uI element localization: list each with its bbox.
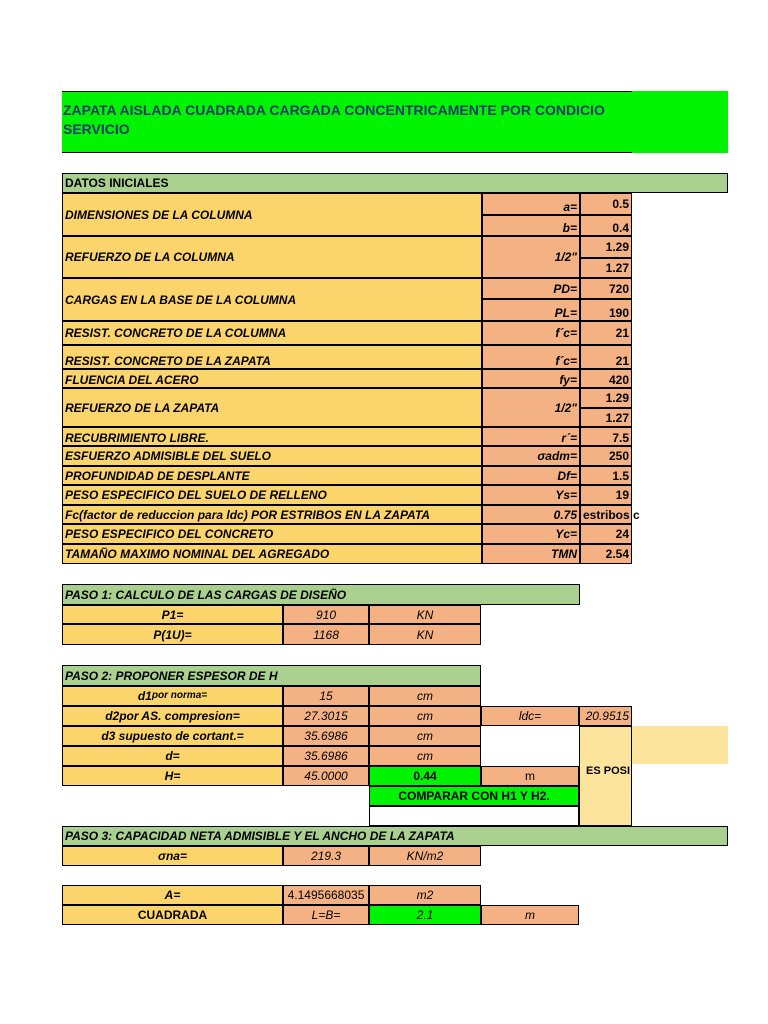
label-peso-concreto: PESO ESPECIFICO DEL CONCRETO: [62, 524, 482, 544]
symbol-ys: Ys=: [482, 485, 580, 505]
value-col-area: 1.29: [580, 236, 632, 258]
paso3-label-sna: σna=: [62, 846, 283, 866]
paso2-label-d1: [62, 686, 283, 706]
label-resist-col: RESIST. CONCRETO DE LA COLUMNA: [62, 321, 482, 345]
title-line-2: SERVICIO: [63, 121, 130, 137]
paso2-value-d2: 27.3015: [283, 706, 369, 726]
paso2-value-d: 35.6986: [283, 746, 369, 766]
paso2-label-d: d=: [62, 746, 283, 766]
paso2-value-d3: 35.6986: [283, 726, 369, 746]
symbol-pd: PD=: [482, 278, 580, 299]
symbol-fc-zap: f´c=: [482, 345, 580, 369]
paso2-label-d2: d2por AS. compresion=: [62, 706, 283, 726]
label-ref-zap: REFUERZO DE LA ZAPATA: [62, 388, 482, 427]
paso2-d1-sub: por norma=: [151, 690, 208, 701]
value-zap-diam: 1.27: [580, 408, 632, 427]
paso2-note-extension: [632, 726, 728, 764]
title-bottom-border: [62, 151, 632, 153]
label-dim-col: DIMENSIONES DE LA COLUMNA: [62, 193, 482, 236]
paso3-unit-sna: KN/m2: [369, 846, 481, 866]
label-cargas: CARGAS EN LA BASE DE LA COLUMNA: [62, 278, 482, 321]
value-r: 7.5: [580, 427, 632, 446]
paso3-lb-label: L=B=: [283, 905, 369, 925]
label-fc-factor: Fc(factor de reduccion para ldc) POR ESTRIBOS EN LA ZAPATA: [62, 505, 482, 524]
paso3-unit-a: m2: [369, 885, 481, 905]
paso1-header: PASO 1: CALCULO DE LAS CARGAS DE DISEÑO: [62, 584, 580, 605]
paso3-lb-value: 2.1: [369, 905, 481, 925]
symbol-fc-col: f´c=: [482, 321, 580, 345]
paso2-label-h: H=: [62, 766, 283, 786]
title-line-1: ZAPATA AISLADA CUADRADA CARGADA CONCENTRICAMENTE POR CONDICIO: [63, 102, 605, 118]
paso1-unit-p1u: KN: [369, 624, 481, 645]
paso3-lb-unit: m: [481, 905, 579, 925]
symbol-a: a=: [482, 193, 580, 215]
paso1-label-p1: P1=: [62, 605, 283, 624]
symbol-fc-factor: 0.75: [482, 505, 580, 524]
paso1-label-p1u: P(1U)=: [62, 624, 283, 645]
symbol-yc: Yc=: [482, 524, 580, 544]
label-fluencia: FLUENCIA DEL ACERO: [62, 369, 482, 388]
symbol-pl: PL=: [482, 299, 580, 321]
label-profundidad: PROFUNDIDAD DE DESPLANTE: [62, 466, 482, 485]
paso2-value-h: 45.0000: [283, 766, 369, 786]
value-fc-zap: 21: [580, 345, 632, 369]
value-fc-note: estribos c: [580, 505, 632, 524]
paso2-ldc-label: ldc=: [481, 706, 579, 726]
label-peso-suelo: PESO ESPECIFICO DEL SUELO DE RELLENO: [62, 485, 482, 505]
paso2-header: PASO 2: PROPONER ESPESOR DE H: [62, 665, 481, 686]
paso2-unit-d2: cm: [369, 706, 481, 726]
paso2-blank-cell: [369, 806, 579, 826]
paso2-unit-d: cm: [369, 746, 481, 766]
label-recubrimiento: RECUBRIMIENTO LIBRE.: [62, 427, 482, 446]
paso3-value-a: 4.1495668035: [283, 885, 369, 905]
value-tmn: 2.54: [580, 544, 632, 564]
paso1-value-p1u: 1168: [283, 624, 369, 645]
label-resist-zap: RESIST. CONCRETO DE LA ZAPATA: [62, 345, 482, 369]
value-zap-area: 1.29: [580, 388, 632, 408]
value-yc: 24: [580, 524, 632, 544]
symbol-bar-zap: 1/2": [482, 388, 580, 427]
symbol-fy: fy=: [482, 369, 580, 388]
paso2-note: ES POSI: [586, 765, 631, 777]
symbol-df: Df=: [482, 466, 580, 485]
value-fc-col: 21: [580, 321, 632, 345]
value-ys: 19: [580, 485, 632, 505]
paso3-label-cuadrada: CUADRADA: [62, 905, 283, 925]
datos-header: DATOS INICIALES: [62, 173, 728, 193]
paso2-label-d3: d3 supuesto de cortant.=: [62, 726, 283, 746]
paso2-value-d1: 15: [283, 686, 369, 706]
value-fy: 420: [580, 369, 632, 388]
paso2-d1-main: d1: [137, 689, 152, 703]
symbol-tmn: TMN: [482, 544, 580, 564]
value-pl: 190: [580, 299, 632, 321]
paso3-value-sna: 219.3: [283, 846, 369, 866]
paso3-header: PASO 3: CAPACIDAD NETA ADMISIBLE Y EL ANCHO DE LA ZAPATA: [62, 826, 728, 846]
value-sadm: 250: [580, 446, 632, 466]
label-esfuerzo: ESFUERZO ADMISIBLE DEL SUELO: [62, 446, 482, 466]
symbol-r: r´=: [482, 427, 580, 446]
title-top-border: [62, 91, 632, 92]
symbol-b: b=: [482, 215, 580, 236]
value-b: 0.4: [580, 215, 632, 236]
value-df: 1.5: [580, 466, 632, 485]
paso2-unit-d3: cm: [369, 726, 481, 746]
paso1-unit-p1: KN: [369, 605, 481, 624]
paso3-label-a: A=: [62, 885, 283, 905]
value-col-diam: 1.27: [580, 258, 632, 278]
value-pd: 720: [580, 278, 632, 299]
label-ref-col: REFUERZO DE LA COLUMNA: [62, 236, 482, 278]
symbol-bar-col: 1/2": [482, 236, 580, 278]
paso1-value-p1: 910: [283, 605, 369, 624]
symbol-sadm: σadm=: [482, 446, 580, 466]
paso2-unit-d1: cm: [369, 686, 481, 706]
paso2-ldc-value: 20.9515: [579, 706, 632, 726]
paso2-h-unit: m: [481, 766, 579, 786]
paso2-h-rounded: 0.44: [369, 766, 481, 786]
paso2-compare: COMPARAR CON H1 Y H2.: [369, 786, 579, 806]
label-tamano: TAMAÑO MAXIMO NOMINAL DEL AGREGADO: [62, 544, 482, 564]
value-a: 0.5: [580, 193, 632, 215]
